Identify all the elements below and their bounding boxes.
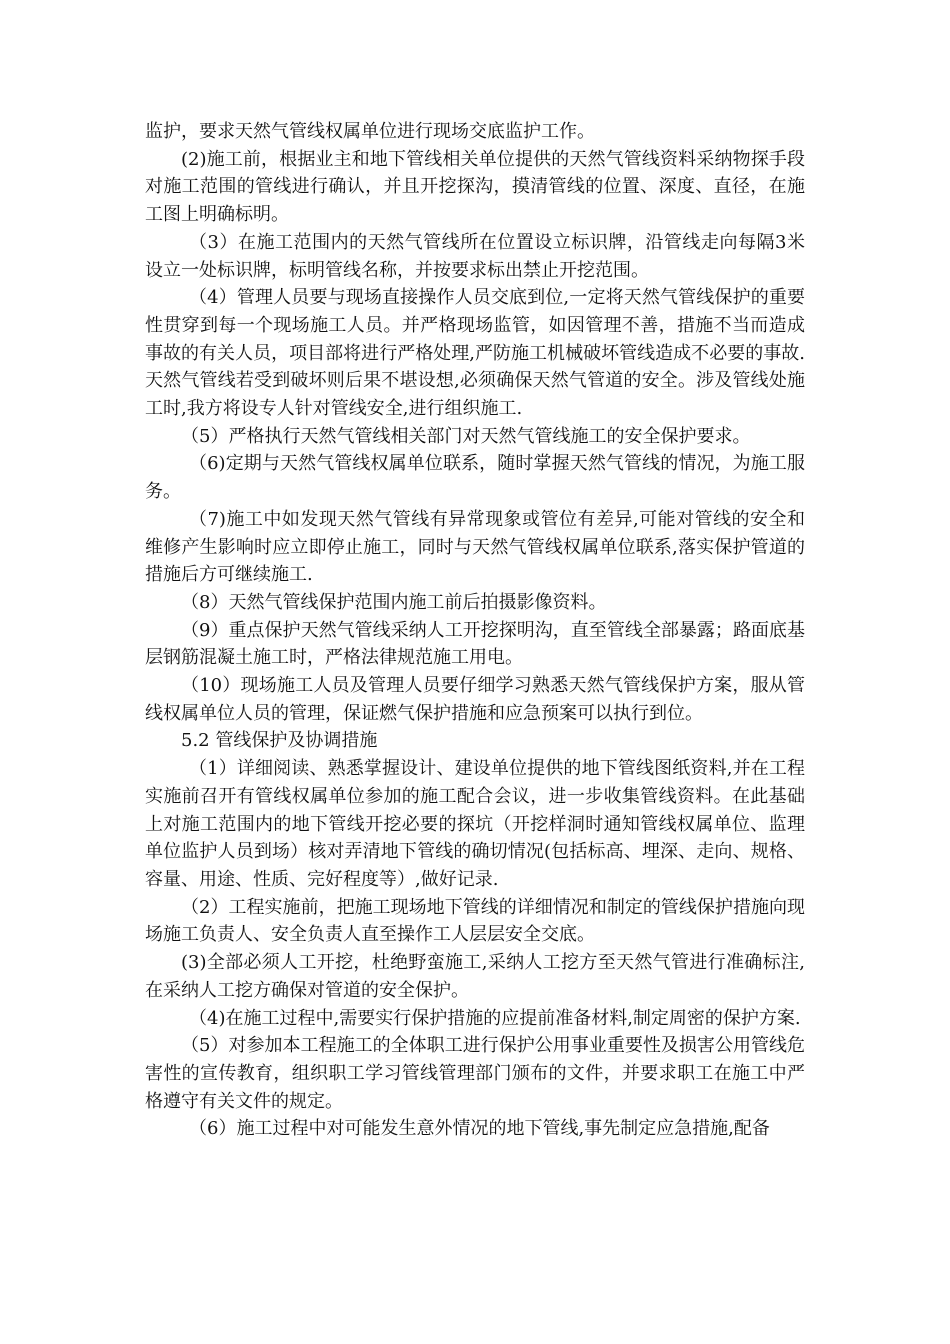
paragraph-item-5: （5）严格执行天然气管线相关部门对天然气管线施工的安全保护要求。: [181, 425, 751, 447]
document-body: [145, 118, 805, 1143]
paragraph-section-item-1: （1）详细阅读、熟悉掌握设计、建设单位提供的地下管线图纸资料,并在工程实施前召开有管线权属单位参加的施工配合会议，进一步收集管线资料。在此基础上对施工范围内的地下管线开挖必要的探坑（开挖样洞时通知管线权属单位、监理单位监护人员到场）核对弄清地下管线的确切情况(包括标高、埋深、走向、规格、容量、用途、性质、完好程度等）,做好记录.: [145, 758, 805, 890]
paragraph-section-item-6: （6）施工过程中对可能发生意外情况的地下管线,事先制定应急措施,配备: [189, 1118, 770, 1140]
paragraph-item-6: （6)定期与天然气管线权属单位联系，随时掌握天然气管线的情况，为施工服务。: [145, 453, 805, 503]
paragraph-item-3: （3）在施工范围内的天然气管线所在位置设立标识牌，沿管线走向每隔3米设立一处标识牌，标明管线名称，并按要求标出禁止开挖范围。: [145, 231, 805, 281]
paragraph-item-4: （4）管理人员要与现场直接操作人员交底到位,一定将天然气管线保护的重要性贯穿到每一个现场施工人员。并严格现场监管，如因管理不善，措施不当而造成事故的有关人员，项目部将进行严格处理,严防施工机械破坏管线造成不必要的事故.天然气管线若受到破坏则后果不堪设想,必须确保天然气管道的安全。涉及管线处施工时,我方将设专人针对管线安全,进行组织施工.: [145, 287, 805, 420]
paragraph-item-8: （8）天然气管线保护范围内施工前后拍摄影像资料。: [181, 591, 607, 613]
paragraph-section-item-4: （4)在施工过程中,需要实行保护措施的应提前准备材料,制定周密的保护方案.: [189, 1007, 801, 1029]
section-heading-5-2: 5.2 管线保护及协调措施: [181, 730, 378, 752]
paragraph-item-7: （7)施工中如发现天然气管线有异常现象或管位有差异,可能对管线的安全和维修产生影响时应立即停止施工，同时与天然气管线权属单位联系,落实保护管道的措施后方可继续施工.: [145, 508, 805, 586]
paragraph-continuation: 监护，要求天然气管线权属单位进行现场交底监护工作。: [145, 121, 595, 142]
paragraph-section-item-3: (3)全部必须人工开挖，杜绝野蛮施工,采纳人工挖方至天然气管进行准确标注,在采纳人工挖方确保对管道的安全保护。: [145, 952, 805, 1001]
paragraph-item-10: （10）现场施工人员及管理人员要仔细学习熟悉天然气管线保护方案，服从管线权属单位人员的管理，保证燃气保护措施和应急预案可以执行到位。: [145, 675, 805, 724]
paragraph-item-9: （9）重点保护天然气管线采纳人工开挖探明沟，直至管线全部暴露；路面底基层钢筋混凝土施工时，严格法律规范施工用电。: [145, 619, 805, 669]
paragraph-section-item-5: （5）对参加本工程施工的全体职工进行保护公用事业重要性及损害公用管线危害性的宣传教育，组织职工学习管线管理部门颁布的文件，并要求职工在施工中严格遵守有关文件的规定。: [145, 1035, 805, 1112]
paragraph-item-2: (2)施工前，根据业主和地下管线相关单位提供的天然气管线资料采纳物探手段对施工范围的管线进行确认，并且开挖探沟，摸清管线的位置、深度、直径，在施工图上明确标明。: [145, 148, 805, 226]
paragraph-section-item-2: （2）工程实施前，把施工现场地下管线的详细情况和制定的管线保护措施向现场施工负责人、安全负责人直至操作工人层层安全交底。: [145, 896, 805, 946]
